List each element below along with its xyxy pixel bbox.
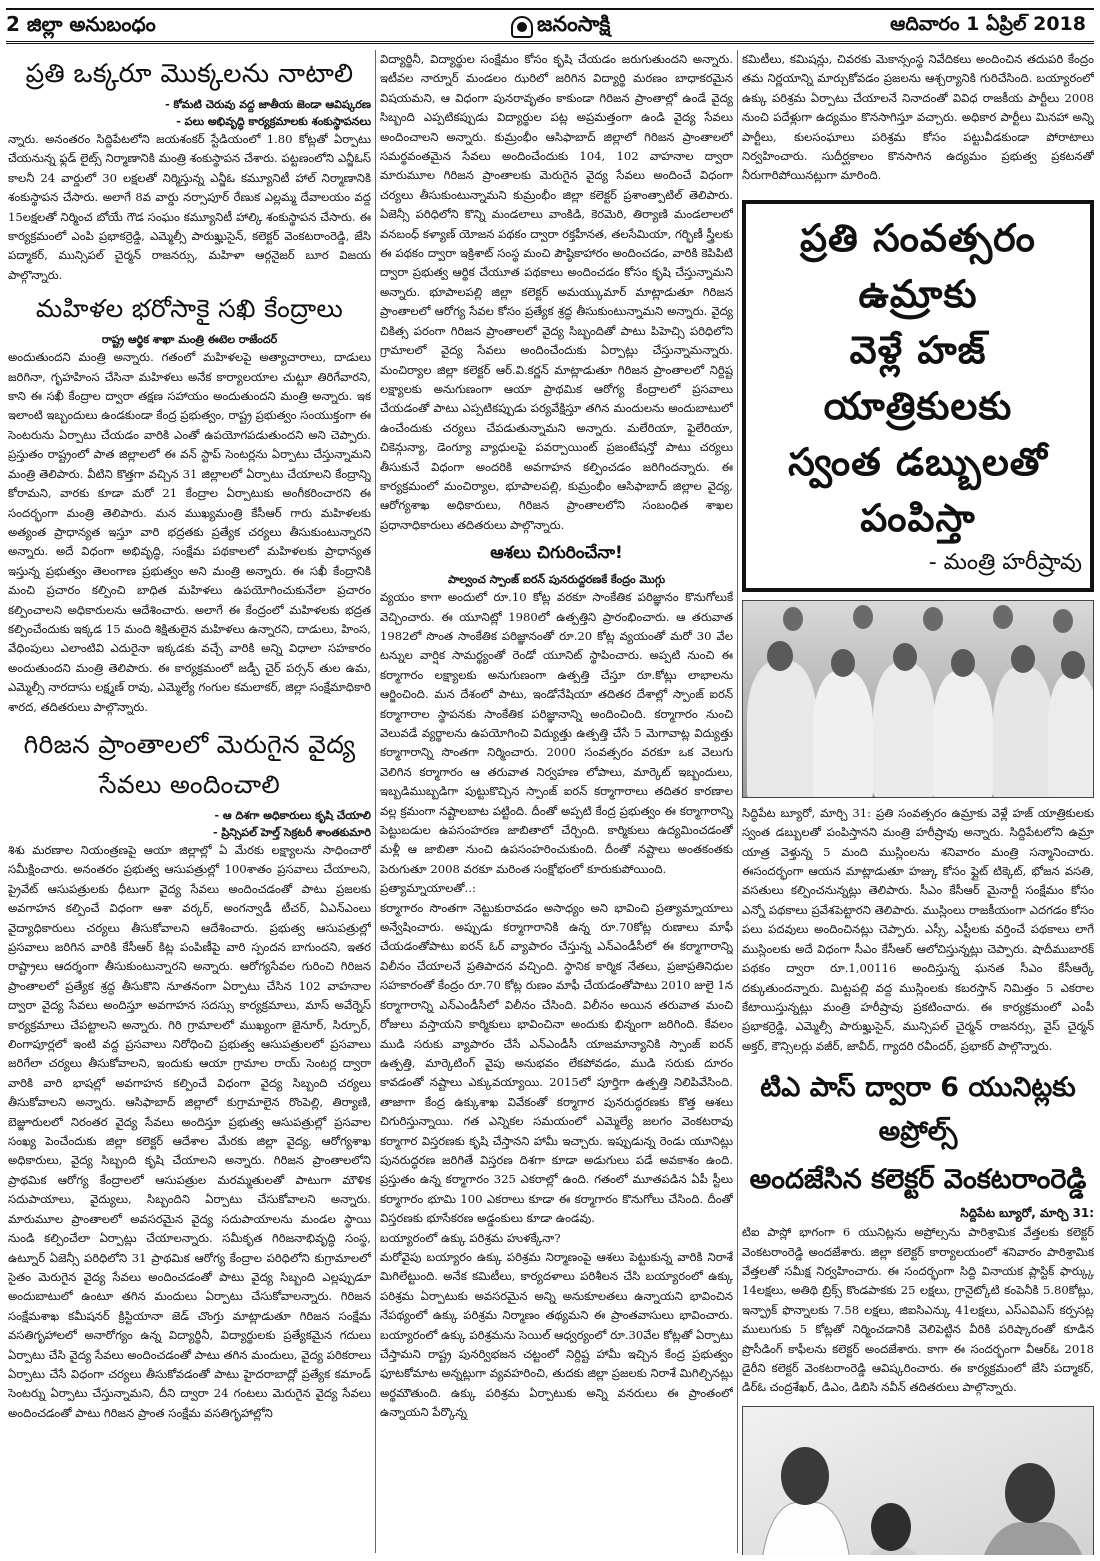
photo-group-felicitation [742, 600, 1094, 798]
issue-date: ఆదివారం 1 ఏప్రిల్ 2018 [890, 13, 1086, 35]
section-label: ప్రత్యామ్నాయాలతో..: [380, 881, 476, 896]
masthead [6, 8, 1094, 44]
subhead: - పలు అభివృద్ధి కార్యక్రమాలకు శంకుస్థాపనలు [176, 115, 371, 128]
column-divider [737, 50, 738, 1553]
article-body: విద్యార్థినీ, విద్యార్థుల సంక్షేమం కోసం కృషి చేయడం జరుగుతుందని అన్నారు. ఇటీవల నార్నూర్ మండలం ఝరిలో జరిగిన విద్యార్థి మరణం బాధాకరమైన విషయమని, ఆ విధంగా పునరావృతం కాకుండా గిరిజన ప్రాంతాల్లో ఉండే వైద్య సిబ్బంది ఎప్పటికప్పుడు విద్యార్థుల పట్ల అప్రమత్తంగా ఉండి వైద్య సేవలు అందించాలని అన్నారు. కుమ్రంభీం ఆసిఫాబాద్ జిల్లాలో గిరిజన ప్రాంతాలలో సమర్థవంతమైన సేవలు అందించేందుకు 104, 102 వాహనాల ద్వారా మారుమూల గిరిజన ప్రాంతాలకు మెరుగైన వైద్య సేవలు అందించే విధంగా చర్యలు తీసుకుంటున్నామని కుమ్రంభీం జిల్లా కలెక్టర్ ప్రశాంత్పాటిల్ తెలిపారు. ఏజెన్సీ పరిధిలోని కొన్ని మండలాలు వాంకిడి, కెరమెరి, తిర్యాణి మండలాలలో వనబంధ్ కళ్యాణ్ యోజన పథకం ద్వారా రక్తహీనత, తలసేమియా, గర్భిణీ స్త్రీలకు ఈ పథకం ద్వారా ఇక్రిశాట్ సంస్థ మంచి పౌష్ఠికాహారం అందించడం, వారికి కెపిపిటి ద్వారా ప్రభుత్వ ఆర్థిక చేయూత పథకాలు అందించడం కోసం కృషి చేస్తున్నామని అన్నారు. భూపాలపల్లి జిల్లా కలెక్టర్ అమయ్కుమార్ మాట్లాడుతూ గిరిజన ప్రాంతాలలో ఆరోగ్య సేవల కోసం ప్రత్యేక శ్రద్ధ తీసుకుంటున్నామని అన్నారు. వైద్య చికిత్స పరంగా గిరిజన ప్రాంతాలలో వైద్య సిబ్బందితో పాటు పిహెచ్సి పరిధిలోని గ్రామాలలో వైద్య సేవలు అందించేందుకు ఏర్పాట్లు చేస్తున్నామన్నారు. మంచిర్యాల జిల్లా కలెక్టర్ ఆర్.వి.కర్ణన్ మాట్లాడుతూ గిరిజన ప్రాంతాలలో నిర్దిష్ట లక్ష్యాలకు అనుగుణంగా ఆయా ప్రాథమిక ఆరోగ్య కేంద్రాలలో ప్రసవాలు చేయడంతో పాటు ఎప్పటికప్పుడు పర్యవేక్షిస్తూ తగిన మందులను అందుబాటులో ఉంచేందుకు చర్యలు చేపడుతున్నామని అన్నారు. మలేరియా, ఫైలేరియా, చికెన్గున్యా, డెంగ్యూ వ్యాధులపై పవర్పాయింట్ ప్రజంటేషన్తో పాటు చర్యలు తీసుకునే విధంగా అందరికి అవగాహన కల్పించడం జరిగిందన్నారు. ఈ కార్యక్రమంలో మంచిర్యాల, భూపాలపల్లి, కుమ్రంభీం ఆసిఫాబాద్ జిల్లాల వైద్య, ఆరోగ్యశాఖ అధికారులు, గిరిజన ప్రాంతాలలోని సంబంధిత శాఖల ప్రధానాధికారులు తదితరులు పాల్గొన్నారు. [380, 52, 733, 532]
article-body: వ్యయం కాగా అందులో రూ.10 కోట్ల వరకూ సాంకేతిక పరిజ్ఞానం కొనుగోలుకే వెచ్చించారు. ఈ యూనిట్లో 1980లో ఉత్పత్తిని ప్రారంభించారు. ఆ తరువాత 1982లో సొంత సాంకేతిక పరిజ్ఞానంతో రూ.20 కోట్ల వ్యయంతో మరో 30 వేల టన్నుల వార్షిక సామర్థ్యంతో రెండో యూనిట్ స్థాపించారు. అప్పటి నుంచి ఈ కర్మాగారం లక్ష్యాలకు అనుగుణంగా ఉత్పత్తి చేస్తూ రూ.కోట్లు లాభాలను ఆర్జించింది. మన దేశంలో పాటు, ఇండోనేషియా తదితర దేశాల్లో స్పాంజ్ ఐరన్ కర్మాగారాల స్థాపనకు సాంకేతిక పరిజ్ఞానాన్ని అందించింది. కర్మాగారం నుంచి వెలువడే వ్యర్థాలను ఉపయోగించి విద్యుత్తు ఉత్పత్తి చేసే 5 మెగావాట్ల విద్యుత్తు కర్మాగారాన్ని సొంతగా నిర్మించారు. 2000 సంవత్సరం వరకూ ఒక వెలుగు వెలిగిన కర్మాగారం ఆ తరువాత నిర్వహణ లోపాలు, మార్కెట్ ఇబ్బందులు, ఇబ్బడిముబ్బడిగా పుట్టుకొచ్చిన స్పాంజ్ ఐరన్ కర్మాగారాలు తదితర కారణాల వల్ల క్రమంగా నష్టాలబాట పట్టింది. దీంతో అప్పటి కేంద్ర ప్రభుత్వం ఈ కర్మాగారాన్ని పెట్టుబడుల ఉపసంహరణ జాబితాలో చేర్చింది. కార్మికులు ఉద్యమించడంతో మళ్లీ ఆ జాబితా నుంచి ఉపసంహరించుకుంది. దీంతో నష్టాలు అంతకంతకు పెరుగుతూ 2008 వరకూ మరింత సంక్షోభంలో కూరుకుపోయింది. [380, 590, 733, 876]
subhead: - ప్రిన్సిపల్ హెల్త్ సెక్రటరీ శాంతకుమారి [212, 825, 371, 839]
headline-tipass-approvals: టిఎ పాస్ ద్వారా 6 యునిట్లకు అప్రోల్స్ [760, 1072, 1076, 1148]
headline-sakhi-centres: మహిళల భరోసాకై సఖి కేంద్రాలు [35, 294, 344, 324]
article-body: టిఐ పాస్లో భాగంగా 6 యునిట్లను అప్రోల్సను పారిశ్రామిక వేత్తలకు కలెక్టర్ వెంకటరాంరెడ్డి అందజేశారు. జిల్లా కలెక్టర్ కార్యాలయంలో శనివారం పారిశ్రామిక వేత్తలతో సమీక్ష నిర్వహించారు. ఈ సందర్భంగా సిద్ది వినాయక ప్లాస్టిక్ ఫార్క్కు 14లక్షలు, అతిథి బ్రిక్స్ కొండపాకకు 25 లక్షలు, గ్రానైట్కోటి కంపెనీకి 5.80కోట్లు, ఇన్ఫ్రాక్ ఫొన్నాలకు 7.58 లక్షలు, జిఐసిఎన్కు 41లక్షలు, ఎస్ఎవిఎస్ కర్పసట్ల ములుగుకు 5 కోట్లతో నిర్మించడానికి వెలిపెట్టిన వీరికి పరిష్కారంతో కూడిన ప్రొసీడింగ్ కాఫీలను కలెక్టర్ అందజేశారు. కాగా ఈ సందర్భంగా వీఆర్ఓ 2018 డైరీని కలెక్టర్ వెంకటరాంరెడ్డి ఆవిష్కరించారు. ఈ కార్యక్రమంలో జేసి పద్మాకర్, డిర్ఓ చంద్రశేఖర్, డిఎం, డిబిసి నవీన్ తదితరులు పాల్గొన్నారు. [742, 1225, 1094, 1395]
headline-hopes: ఆశలు చిగురించేనా! [490, 543, 623, 564]
subhead: - ఆ దిశగా అధికారులు కృషి చేయాలి [214, 808, 371, 822]
article-body: మరోవైపు బయ్యారం ఉక్కు పరిశ్రమ నిర్మాణంపై ఆశలు పెట్టుకున్న వారికి నిరాశే మిగిలేట్టుంది. అనేక కమిటీలు, కార్యదళాలు పరిశీలన చేసి బయ్యారంలో ఉక్కు పరిశ్రమ ఏర్పాటుకు అవసరమైన అన్ని అనుకూలతలు ఉన్నాయని భావించిన నేపథ్యంలో ఉక్కు పరిశ్రమ నిర్మాణం తథ్యమని ఈ ప్రాంతవాసులు భావించారు. బయ్యారంలో ఉక్కు పరిశ్రమను సెయిల్ ఆధ్వర్యంలో రూ.30వేల కోట్లతో ఏర్పాటు చేస్తామని రాష్ట్ర పునర్విభజన చట్టంలో నిర్దిష్ట హామీ ఇచ్చిన కేంద్ర ప్రభుత్వం ఫూటకోమాట అన్నట్లుగా వ్యవహరించి, తుదకు జిల్లా ప్రజలకు నిరాశే మిగిల్చినట్లు అర్థమౌతుంది. ఉక్కు పరిశ్రమ ఏర్పాటుకు అన్ని వనరులు ఈ ప్రాంతంలో ఉన్నాయని పేర్కొన్న [380, 1249, 733, 1420]
headline-tribal-medical: గిరిజన ప్రాంతాలలో మెరుగైన వైద్య [23, 729, 356, 759]
article-body: సిద్ధిపేట బ్యూరో, మార్చి 31: ప్రతి సంవత్సరం ఉమ్రాకు వెళ్లే హజ్ యాత్రికులకు స్వంత డబ్బులతో పంపిస్తానని మంత్రి హరీష్రావు అన్నారు. సిద్దిపేటలోని ఉమ్రా యాత్ర వెళ్తున్న 5 మంది ముస్లింలను శనివారం మంత్రి సన్మానించారు. ఈసందర్భంగా ఆయన మాట్లాడుతూ హజ్కు కోసం ఫ్లైట్ టిక్కెట్, భోజన వసతి, వసతులు కల్పించనున్నట్లు తెలిపారు. సీఎం కేసీఆర్ మైనార్టీ సంక్షేమం కోసం ఎన్నో పథకాలు ప్రవేశపెట్టారని తెలిపారు. ముస్లింలు రాజకీయంగా ఎదగడం కోసం పలు పదవులు అందించినట్లు చెప్పారు. ఎస్సీ, ఎస్టీలకు వర్తించే పథకాలు లాగే ముస్లింలకు అదే విధంగా సీఎం కేసీఆర్ ఆలోచిస్తున్నట్లు చెప్పారు. షాదీముబారక్ పథకం ద్వారా రూ.1,00116 అందిస్తున్న ఘనత సీఎం కేసీఆర్కే దక్కుతుందన్నారు. మిట్టపల్లి వద్ద ముస్లింలకు కబరస్తాన్ నిమిత్తం 5 ఎకరాల కేటాయిస్తున్నట్లు మంత్రి హరీష్రావు ప్రకటించారు. ఈ కార్యక్రమంలో ఎంపీ ప్రభాకర్రెడ్డి, ఎమ్మెల్సీ పారుఖ్హుసైన్, మున్సిపల్ చైర్మన్ రాజనర్సు, వైస్ చైర్మన్ అక్తర్, కౌన్సిలర్లు వజీర్, జావీద్, గ్యాదరి రవీందర్, ప్రభాకర్ పాల్గొన్నారు. [742, 805, 1094, 1053]
column-divider [375, 50, 376, 1553]
paper-logo [511, 12, 610, 42]
section-label: బయ్యారంలో ఉక్కు పరిశ్రమ హుళక్కేనా? [380, 1230, 561, 1245]
subhead: రాష్ట్ర ఆర్థిక శాఖా మంత్రి ఈటెల రాజేందర్ [101, 333, 278, 347]
article-body: అందుతుందని మంత్రి అన్నారు. గతంలో మహిళలపై అత్యాచారాలు, దాడులు జరిగినా, గృహహింస చేసినా మహిళలు అనేక కార్యాలయాల చుట్టూ తిరిగేవారని, కాని ఈ సఖీ కేంద్రాల ద్వారా తక్షణ సహాయం అందుతుందని మంత్రి అన్నారు. ఇక ఇలాంటి ఇబ్బందులు ఉండకుండా కేంద్ర ప్రభుత్వం, రాష్ట్ర ప్రభుత్వం సంయుక్తంగా ఈ సెంటరును ఏర్పాటు చేయడం వారికి ఎంతో ఉపయోగపడుతుందని అని చెప్పారు. ప్రస్తుతం రాష్ట్రంలో పాత జిల్లాలలో ఈ వన్ స్టాప్ సెంటర్లను ఏర్పాటు చేస్తున్నామని మంత్రి తెలిపారు. వీటిని కొత్తగా వచ్చిన 31 జిల్లాలలో ఏర్పాటు చేయాలని కేంద్రాన్ని కోరామని, వారకు కూడా మరో 21 కేంద్రాల ఏర్పాటుకు అంగీకరించారని ఈ సందర్భంగా మంత్రి తెలిపారు. మన ముఖ్యమంత్రి కేసీఆర్ గారు మహిళలకు అత్యంత ప్రాధాన్యత ఇస్తూ వారి భద్రతకు ప్రత్యేక చర్యలు తీసుకుంటున్నారని అన్నారు. అదే విధంగా అభివృద్ధి, సంక్షేమ పథకాలలో మహిళలకు ప్రాధాన్యత ఇస్తున్న ప్రభుత్వం తెలంగాణ ప్రభుత్వం అని మంత్రి అన్నారు. ఈ సఖీ కేంద్రానికి మంచి ప్రచారం కల్పించి బాధిత మహిళలు ఉపయోగించుకునేలా ప్రచారం కల్పించాలని అధికారులను ఆదేశించారు. అలాగే ఈ కేంద్రంలో మహిళలకు భద్రత కల్పించేందుకు ఇక్కడ 15 మంది శిక్షితులైన మహిళలు ఉన్నారని, దాడులు, హింస, వేధింపులు ఎలాంటివి ఎదురైనా ఇక్కడకు వచ్చే వారికి అన్ని విధాలా సహకారం అందుతుందని మంత్రి తెలిపారు. ఈ కార్యక్రమంలో జడ్పీ చైర్ పర్సన్ తుల ఉమ, ఎమ్మెల్సీ నారదాసు లక్ష్మణ్ రావు, ఎమ్మెల్యే గంగుల కమలాకర్, జిల్లా సంక్షేమాధికారి శారద, తదితరులు పాల్గొన్నారు. [8, 350, 371, 714]
headline-line: ప్రతి సంవత్సరం ఉమ్రాకు [800, 215, 1036, 316]
logo-icon [511, 16, 533, 38]
boxed-headline [742, 200, 1094, 592]
article-body: కర్మాగారం సొంతగా నెట్టుకురావడం అసాధ్యం అని భావించి ప్రత్యామ్నాయాలు అన్వేషించారు. అప్పుడు కర్మాగారానికి ఉన్న రూ.70కోట్ల రుణాలు మాఫీ చేయడంతోపాటు ఐరన్ ఓర్ వ్యాపారం చేస్తున్న ఎన్ఎండీసీలో ఈ కర్మాగారాన్ని విలీనం చేయాలనే ప్రతిపాదన వచ్చింది. స్థానిక కార్మిక నేతలు, ప్రజాప్రతినిధుల సహకారంతో కేంద్రం రూ.70 కోట్ల రుణం మాఫీ చేయడంతోపాటు 2010 జులై 1న కర్మాగారాన్ని ఎన్ఎండీసీలో విలీనం చేసింది. విలీనం అయిన తరువాత మంచి రోజులు వస్తాయని కార్మికులు భావించినా అందుకు భిన్నంగా జరిగింది. కేవలం ముడి సరుకు వ్యాపారం చేసే ఎన్ఎండీసీ యాజమాన్యానికి స్పాంజ్ ఐరన్ ఉత్పత్తి, మార్కెటింగ్ వైపు అనుభవం లేకపోవడం, ముడి సరుకు దూరం కావడంతో నష్టాలు ఎక్కువయ్యాయి. 2015లో పూర్తిగా ఉత్పత్తి నిలిపివేసింది. తాజాగా కేంద్ర ఉక్కుశాఖ వివేకంతో కర్మాగార పునరుద్ధరణకు కొత్త ఆశలు చిగురిస్తున్నాయి. గత ఎన్నికల సమయంలో ఎమ్మెల్యే జలగం వెంకటరావు కర్మాగార విస్తరణకు కృషి చేస్తానని హామీ ఇచ్చారు. ఇప్పుడున్న రెండు యూనిట్లు పునరుద్ధరణ జరిగితే విస్తరణ దిశగా కూడా అడుగులు పడే అవకాశం ఉంది. ప్రస్తుతం ఉన్న కర్మాగారం 325 ఎకరాల్లో ఉంది. గతంలో మూతపడిన ఏపీ స్టీలు కర్మాగారం భూమి 100 ఎకరాలు కూడా ఈ కర్మాగారం కొనుగోలు చేసింది. దీంతో విస్తరణకు భూసేకరణ అడ్డంకులు కూడా ఉండవు. [380, 900, 733, 1226]
page-label: 2 జిల్లా అనుబంధం [6, 12, 156, 36]
column-3 [742, 50, 1094, 1555]
column-1 [8, 50, 371, 1555]
headline-tipass-approvals-line2: అందజేసిన కలెక్టర్ వెంకటరాంరెడ్డి [749, 1164, 1087, 1196]
headline-plant-saplings: ప్రతి ఒక్కరూ మొక్కలను నాటాలి [25, 59, 354, 89]
photo-certificate-handover [742, 1406, 1094, 1555]
subhead: - కోమటి చెరువు వద్ద జాతీయ జెండా ఆవిష్కరణ [165, 98, 371, 111]
article-body: శిశు మరణాల నియంత్రణపై ఆయా జిల్లాల్లో ఏ మేరకు లక్ష్యాలను సాధించారో సమీక్షించారు. అనంతరం ప్రభుత్వ ఆసుపత్రుల్లో 100శాతం ప్రసవాలు చేయాలని, ప్రైవేట్ ఆసుపత్రులకు ధీటుగా వైద్య సేవలు అందించడంతో పాటు ప్రజలకు అవగాహన కల్పించే విధంగా ఆశా వర్కర్, అంగన్వాడీ టీచర్, ఏఎన్ఎంలు వైద్యాధికారులు చర్యలు తీసుకోవాలని ఆదేశించారు. ప్రభుత్వ ఆసుపత్రుల్లో ప్రసవాలు జరిగిన వారికి కేసీఆర్ కిట్ల పంపిణీపై వారి స్పందన బాగుందని, ఇతర రాష్ట్రాలు ఆదర్శంగా తీసుకుంటున్నారని అన్నారు. ఆరోగ్యసేవల గురించి గిరిజన ప్రాంతాలలో ప్రత్యేక శ్రద్ధ తీసుకొని నూతనంగా ఏర్పాటు చేసిన 102 వాహనాల ద్వారా వైద్య సేవలు అందిస్తూ అవగాహన సదస్సు కార్యక్రమాలు, మాస్ అవేర్నెస్ కార్యక్రమాలు చేపట్టాలని అన్నారు. గిరి గ్రామాలలో ముఖ్యంగా జైనూర్, సిర్పూర్, లింగాపూర్లలో ఇంటి వద్ద ప్రసవాలు నిరోధించి ప్రభుత్వ ఆసుపత్రులలో ప్రసవాలు జరిగేలా చర్యలు తీసుకోవాలని, ఇందుకు ఆయా గ్రామాల రాయ్ సెంటర్ల ద్వారా వారికి వారి భాషల్లో అవగాహన కల్పించే విధంగా వైద్య సిబ్బంది చర్యలు తీసుకోవాలని అన్నారు. ఆసిఫాబాద్ జిల్లాలో కుగ్రామాలైన రొంపెల్లి, తిర్యాణి, బెజ్జూరులలో నిరంతర వైద్య సేవలు అందిస్తూ ప్రభుత్వ ఆసుపత్రుల్లో ప్రసవాల సంఖ్య పెంచేందుకు జిల్లా కలెక్టర్ ఆదేశాల మేరకు జిల్లా వైద్య, ఆరోగ్యశాఖ అధికారులు, వైద్య సిబ్బంది కృషి చేయాలని అన్నారు. గిరిజన ప్రాంతాలలోని ప్రాథమిక ఆరోగ్య కేంద్రాలలో ఆసుపత్రుల మరమ్మతులతో పాటుగా మౌళిక సదుపాయాలు, వైద్యులు, సిబ్బందిని ఏర్పాటు చేసుకోవాలని అన్నారు. మారుమూల ప్రాంతాలలో అవసరమైన వైద్య సదుపాయాలను మండల స్థాయి నుండి కల్పించేలా ఏర్పాట్లు చేయాలన్నారు. సమీకృత గిరిజనాభివృద్ధి సంస్థ, ఉట్నూర్ ఏజెన్సీ పరిధిలోని 31 ప్రాథమిక ఆరోగ్య కేంద్రాల పరిధిలోని కుగ్రామాలలో సైతం మెరుగైన వైద్య సేవలు అందించడంతో పాటు వైద్య సిబ్బంది ఎల్లప్పుడూ అందుబాటులో ఉంటూ తగిన మందులు ఏర్పాటు చేసుకోవాలన్నారు. గిరిజన సంక్షేమశాఖ కమీషనర్ క్రిస్టియానా జెడ్ చొంగ్తు మాట్లాడుతూ గిరిజన సంక్షేమ వసతిగృహాలలో అనారోగ్యం ఉన్న విద్యార్థినీ, విద్యార్థులకు ప్రత్యేకమైన గదులు ఏర్పాటు చేసి వైద్య సేవలు అందించడంతో పాటు తగిన మందులు, వైద్య పరికరాలు ఏర్పాటు చేసే విధంగా చర్యలు తీసుకోవడంతో పాటు హైదరాబాద్లో ప్రత్యేక కమాండ్ సెంటర్ను ఏర్పాటు చేస్తున్నామని, దీని ద్వారా 24 గంటలు మెరుగైన వైద్య సేవలు అందించడంతో పాటు గిరిజన ప్రాంత సంక్షేమ వసతిగృహాల్లోని [8, 842, 371, 1420]
subhead: పాల్వంచ స్పాంజ్ ఐరన్ పునరుద్దరణకే కేంద్రం మొగ్గు [447, 573, 666, 587]
headline-line: వెళ్లే హజ్ యాత్రికులకు [823, 327, 1013, 428]
headline-line: స్వంత డబ్బులతో పంపిస్తా [788, 439, 1048, 540]
headline-tribal-medical-line2: సేవలు అందించాలి [99, 769, 280, 799]
byline: - మంత్రి హరీష్రావు [928, 549, 1082, 575]
column-2 [380, 50, 733, 1555]
dateline: సిద్దిపేట బ్యూరో, మార్చి 31: [960, 1206, 1094, 1221]
article-body: కమిటీలు, కమిషన్లు, చివరకు మెకాన్సంస్థ నివేదికలు అందించిన తదుపరి కేంద్రం తమ నిర్ణయాన్ని మార్చుకోవడం ప్రజలను ఆశ్చర్యానికి గురిచేసింది. బయ్యారంలో ఉక్కు పరిశ్రమ ఏర్పాటు చేయాలనే నినాదంతో వివిధ రాజకీయ పార్టీలు 2008 నుంచి పదేళ్లుగా ఉద్యమం కొనసాగిస్తూ వచ్చారు. అధికార పార్టీలు మినహా అన్ని పార్టీలు, కులసంఘాలు పరిశ్రమ కోసం పట్టువీడకుండా పోరాటాలు నిర్వహించారు. సుదీర్ఘకాలం కొనసాగిన ఉద్యమం ప్రభుత్వ ప్రకటనతో నీరుగారిపోయినట్లుగా మారింది. [742, 52, 1094, 183]
paper-name: జనంసాక్షి [537, 12, 611, 36]
article-body: న్నారు. అనంతరం సిద్దిపేటలోని జయశంకర్ స్టేడియంలో 1.80 కోట్లతో ఏర్పాటు చేయనున్న ఫ్లడ్ లైట్స్ నిర్మాణానికి మంత్రి శంకుస్థాపన చేశారు. పట్టణంలోని ఎన్జీఓస్ కాలనీ 24 వార్డులో 30 లక్షలతో నిర్మిస్తున్న ఎన్జీఓ కమ్యూనిటీ హాల్ నిర్మాణానికి శంకుస్థాపన చేసారు. అలాగే 8వ వార్డు నర్సాపూర్ రేణుక ఎల్లమ్మ దేవాలయం వద్ద 15లక్షలతో నిర్మించ బోయే గౌడ సంఘం కమ్యూనిటీ హాల్కి శంకుస్థాపన చేసారు. ఈ కార్యక్రమంలో ఎంపి ప్రభాకర్రెడ్డి, ఎమ్మెల్సీ పారుఖ్హుసైన్, కలెక్టర్ వెంకటరాంరెడ్డి, జేసి పద్మాకర్, మున్సిపల్ చైర్మన్ రాజనర్సు, మహిళా ఆర్గనైజర్ బూర విజయ పాల్గొన్నారు. [8, 132, 371, 282]
